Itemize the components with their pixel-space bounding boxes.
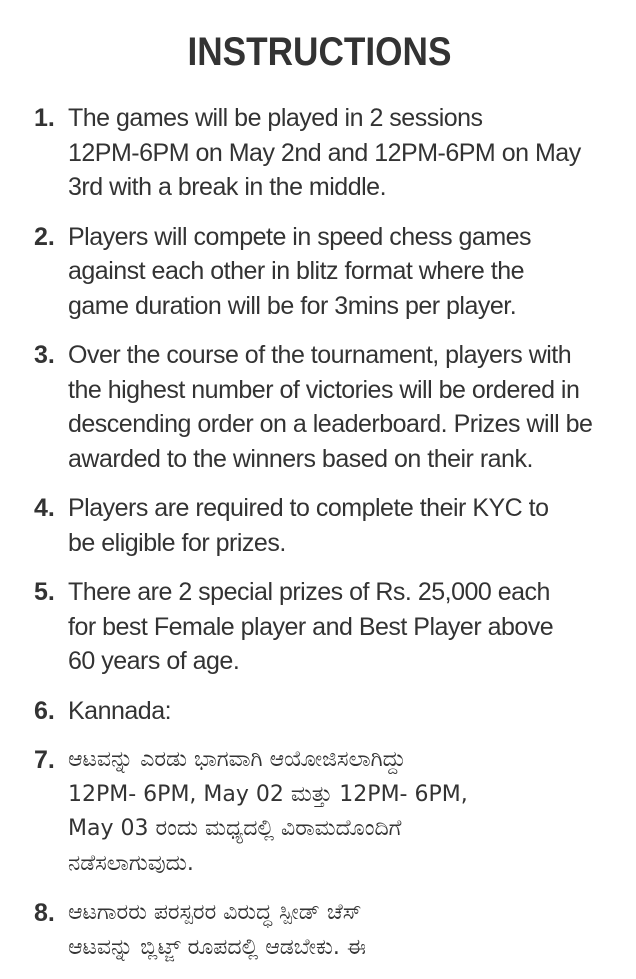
list-item [34, 338, 626, 476]
item-number: 2. [34, 222, 55, 251]
instructions-list [34, 101, 626, 965]
item-text: Kannada: [68, 696, 172, 725]
list-item [34, 101, 626, 205]
page-title: INSTRUCTIONS [187, 30, 452, 74]
item-text: ಆಟಗಾರರು ಪರಸ್ಪರರ ವಿರುದ್ಧ ಸ್ಪೀಡ್ ಚೆಸ್ ಆಟವನ್ನು ಬ್ಲಿಟ್ಜ್ ರೂಪದಲ್ಲಿ ಆಡಬೇಕು. ಈ [68, 900, 366, 960]
item-number: 6. [34, 696, 55, 725]
item-text: ಆಟವನ್ನು ಎರಡು ಭಾಗವಾಗಿ ಆಯೋಜಿಸಲಾಗಿದ್ದು 12PM- 6PM, May 02 ಮತ್ತು 12PM- 6PM, May 03 ರಂದು ಮಧ್ಯದಲ್ಲಿ ವಿರಾಮದೊಂದಿಗೆ ನಡೆಸಲಾಗುವುದು. [68, 747, 468, 876]
list-item [34, 896, 626, 965]
item-text: Over the course of the tournament, players with the highest number of victories will be ordered in descending order on a leaderboard. Prizes will be awarded to the winners based on their rank. [68, 341, 593, 473]
list-item [34, 220, 626, 324]
list-item [34, 694, 626, 729]
item-number: 5. [34, 578, 55, 606]
item-text: Players will compete in speed chess games against each other in blitz format where the game duration will be for 3mins per player. [68, 222, 532, 320]
item-number: 3. [34, 341, 55, 369]
item-number: 7. [34, 746, 55, 774]
list-item [34, 743, 626, 881]
item-number: 8. [34, 899, 55, 927]
item-number: 1. [34, 104, 55, 132]
item-number: 4. [34, 494, 55, 522]
item-text: There are 2 special prizes of Rs. 25,000 each for best Female player and Best Player above 60 years of age. [68, 578, 554, 675]
list-item [34, 491, 626, 560]
item-text: Players are required to complete their KYC to be eligible for prizes. [68, 494, 549, 557]
item-text: The games will be played in 2 sessions 12PM-6PM on May 2nd and 12PM-6PM on May 3rd with a break in the middle. [68, 104, 581, 201]
list-item [34, 575, 626, 679]
